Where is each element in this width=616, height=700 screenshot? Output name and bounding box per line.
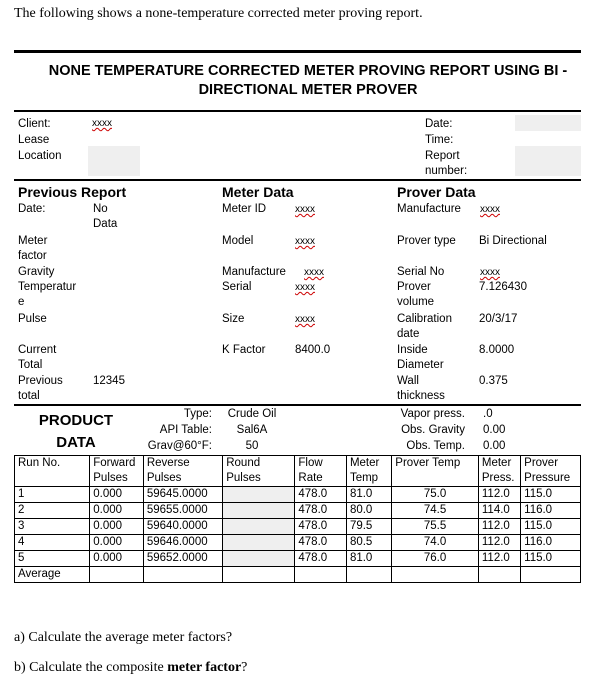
prev-date-label: Date: xyxy=(18,203,46,215)
flow-rate: 478.0 xyxy=(295,503,347,519)
run-no: 5 xyxy=(15,551,90,567)
inside-diameter-value: 8.0000 xyxy=(479,344,515,356)
average-cell xyxy=(143,567,222,583)
run-no: 2 xyxy=(15,503,90,519)
previous-report-heading: Previous Report xyxy=(18,184,127,200)
size-value: xxxx xyxy=(295,314,315,325)
meter-temp: 79.5 xyxy=(346,519,391,535)
location-label: Location xyxy=(18,150,62,162)
obs-temp-value: 0.00 xyxy=(483,440,506,452)
intro-text: The following shows a none-temperature corrected meter proving report. xyxy=(14,6,423,21)
k-factor-label: K Factor xyxy=(222,344,266,356)
meter-manufacture-value: xxxx xyxy=(304,267,324,278)
report-number-label: Report number: xyxy=(425,150,468,177)
obs-temp-label: Obs. Temp. xyxy=(406,440,465,452)
meter-press: 112.0 xyxy=(478,519,520,535)
reverse-pulses: 59640.0000 xyxy=(143,519,222,535)
average-row xyxy=(15,567,581,583)
meter-press: 112.0 xyxy=(478,551,520,567)
col-header: Meter Temp xyxy=(346,456,391,487)
prover-pressure: 116.0 xyxy=(521,535,581,551)
vapor-press-label: Vapor press. xyxy=(400,408,465,420)
prover-volume-value: 7.126430 xyxy=(479,281,527,293)
prover-pressure: 116.0 xyxy=(521,503,581,519)
k-factor-value: 8400.0 xyxy=(295,344,331,356)
average-label: Average xyxy=(15,567,90,583)
col-header: Round Pulses xyxy=(223,456,295,487)
obs-gravity-label: Obs. Gravity xyxy=(401,424,465,436)
date-label: Date: xyxy=(425,118,453,130)
col-header: Prover Pressure xyxy=(521,456,581,487)
round-pulses xyxy=(223,503,295,519)
prover-temp: 75.0 xyxy=(392,487,479,503)
question-b-suffix: ? xyxy=(241,660,248,675)
prover-pressure: 115.0 xyxy=(521,551,581,567)
pulse-label: Pulse xyxy=(18,313,47,325)
prev-date-value: No Data xyxy=(93,203,118,230)
reverse-pulses: 59645.0000 xyxy=(143,487,222,503)
gravity-label: Gravity xyxy=(18,266,55,278)
table-row xyxy=(15,535,581,551)
wall-thickness-value: 0.375 xyxy=(479,375,508,387)
col-header: Reverse Pulses xyxy=(143,456,222,487)
meter-manufacture-label: Manufacture xyxy=(222,266,286,278)
time-label: Time: xyxy=(425,134,454,146)
report-title-line2: DIRECTIONAL METER PROVER xyxy=(198,82,418,98)
table-row xyxy=(15,503,581,519)
question-b-prefix: b) Calculate the composite xyxy=(14,660,168,675)
type-label: Type: xyxy=(183,408,212,420)
table-row xyxy=(15,487,581,503)
meter-id-value: xxxx xyxy=(295,204,315,215)
client-value: xxxx xyxy=(92,118,112,129)
run-no: 3 xyxy=(15,519,90,535)
wall-thickness-label: Wall thickness xyxy=(397,375,445,402)
run-no: 1 xyxy=(15,487,90,503)
calibration-date-value: 20/3/17 xyxy=(479,313,518,325)
lease-label: Lease xyxy=(18,134,50,146)
model-label: Model xyxy=(222,235,254,247)
product-heading-line2: DATA xyxy=(56,434,96,451)
prover-manufacture-label: Manufacture xyxy=(397,203,461,215)
prover-manufacture-value: xxxx xyxy=(480,204,500,215)
prover-temp: 75.5 xyxy=(392,519,479,535)
proving-runs-table xyxy=(14,455,581,583)
col-header: Flow Rate xyxy=(295,456,347,487)
meter-temp: 80.0 xyxy=(346,503,391,519)
model-value: xxxx xyxy=(295,236,315,247)
average-cell xyxy=(478,567,520,583)
report-title-line1: NONE TEMPERATURE CORRECTED METER PROVING REPORT USING BI - xyxy=(48,63,568,79)
size-label: Size xyxy=(222,313,245,325)
prover-temp: 76.0 xyxy=(392,551,479,567)
meter-temp: 81.0 xyxy=(346,487,391,503)
flow-rate: 478.0 xyxy=(295,535,347,551)
col-header: Forward Pulses xyxy=(90,456,144,487)
reverse-pulses: 59646.0000 xyxy=(143,535,222,551)
meter-data-heading: Meter Data xyxy=(222,184,294,200)
flow-rate: 478.0 xyxy=(295,487,347,503)
forward-pulses: 0.000 xyxy=(90,535,144,551)
meter-press: 112.0 xyxy=(478,535,520,551)
average-cell xyxy=(521,567,581,583)
prover-type-value: Bi Directional xyxy=(479,235,547,247)
meter-id-label: Meter ID xyxy=(222,203,267,215)
prover-temp: 74.5 xyxy=(392,503,479,519)
api-table-value: Sal6A xyxy=(236,424,268,436)
location-field xyxy=(88,146,140,176)
flow-rate: 478.0 xyxy=(295,519,347,535)
report-title xyxy=(0,62,616,100)
meter-serial-value: xxxx xyxy=(295,282,315,293)
table-row xyxy=(15,551,581,567)
obs-gravity-value: 0.00 xyxy=(483,424,506,436)
col-header: Prover Temp xyxy=(392,456,479,487)
prover-temp: 74.0 xyxy=(392,535,479,551)
client-label: Client: xyxy=(18,118,51,130)
forward-pulses: 0.000 xyxy=(90,551,144,567)
round-pulses xyxy=(223,487,295,503)
meter-serial-label: Serial xyxy=(222,281,252,293)
average-cell xyxy=(295,567,347,583)
api-table-label: API Table: xyxy=(159,424,212,436)
product-heading-line1: PRODUCT xyxy=(38,412,114,429)
average-cell xyxy=(346,567,391,583)
grav-value: 50 xyxy=(245,440,259,452)
table-row xyxy=(15,519,581,535)
date-field xyxy=(515,115,581,131)
grav-label: Grav@60°F: xyxy=(147,440,212,452)
reverse-pulses: 59652.0000 xyxy=(143,551,222,567)
data-rule xyxy=(14,404,581,406)
header-rule xyxy=(14,179,581,181)
prover-type-label: Prover type xyxy=(397,235,456,247)
product-data-heading xyxy=(36,410,116,454)
prover-pressure: 115.0 xyxy=(521,487,581,503)
prover-data-heading: Prover Data xyxy=(397,184,476,200)
meter-press: 112.0 xyxy=(478,487,520,503)
col-header: Run No. xyxy=(15,456,90,487)
top-rule xyxy=(14,50,581,53)
temperature-label: Temperature xyxy=(18,281,77,308)
reverse-pulses: 59655.0000 xyxy=(143,503,222,519)
prover-pressure: 115.0 xyxy=(521,519,581,535)
average-cell xyxy=(90,567,144,583)
inside-diameter-label: Inside Diameter xyxy=(397,344,444,371)
meter-temp: 80.5 xyxy=(346,535,391,551)
prover-serial-value: xxxx xyxy=(480,267,500,278)
forward-pulses: 0.000 xyxy=(90,487,144,503)
average-cell xyxy=(392,567,479,583)
round-pulses xyxy=(223,551,295,567)
title-rule xyxy=(14,110,581,112)
col-header: Meter Press. xyxy=(478,456,520,487)
prover-volume-label: Prover volume xyxy=(397,281,435,308)
meter-factor-label: Meter factor xyxy=(18,235,48,262)
question-b-bold: meter factor xyxy=(167,660,242,675)
type-value: Crude Oil xyxy=(227,408,277,420)
meter-temp: 81.0 xyxy=(346,551,391,567)
current-total-label: Current Total xyxy=(18,344,57,371)
previous-total-label: Previous total xyxy=(18,375,63,402)
run-no: 4 xyxy=(15,535,90,551)
round-pulses xyxy=(223,519,295,535)
forward-pulses: 0.000 xyxy=(90,519,144,535)
previous-total-value: 12345 xyxy=(93,375,125,387)
forward-pulses: 0.000 xyxy=(90,503,144,519)
table-header-row xyxy=(15,456,581,487)
average-cell xyxy=(223,567,295,583)
flow-rate: 478.0 xyxy=(295,551,347,567)
round-pulses xyxy=(223,535,295,551)
report-number-field xyxy=(515,146,581,176)
meter-press: 114.0 xyxy=(478,503,520,519)
question-b xyxy=(14,660,247,676)
calibration-date-label: Calibration date xyxy=(397,313,452,340)
vapor-press-value: .0 xyxy=(483,408,493,420)
prover-serial-label: Serial No xyxy=(397,266,445,278)
question-a: a) Calculate the average meter factors? xyxy=(14,630,233,645)
